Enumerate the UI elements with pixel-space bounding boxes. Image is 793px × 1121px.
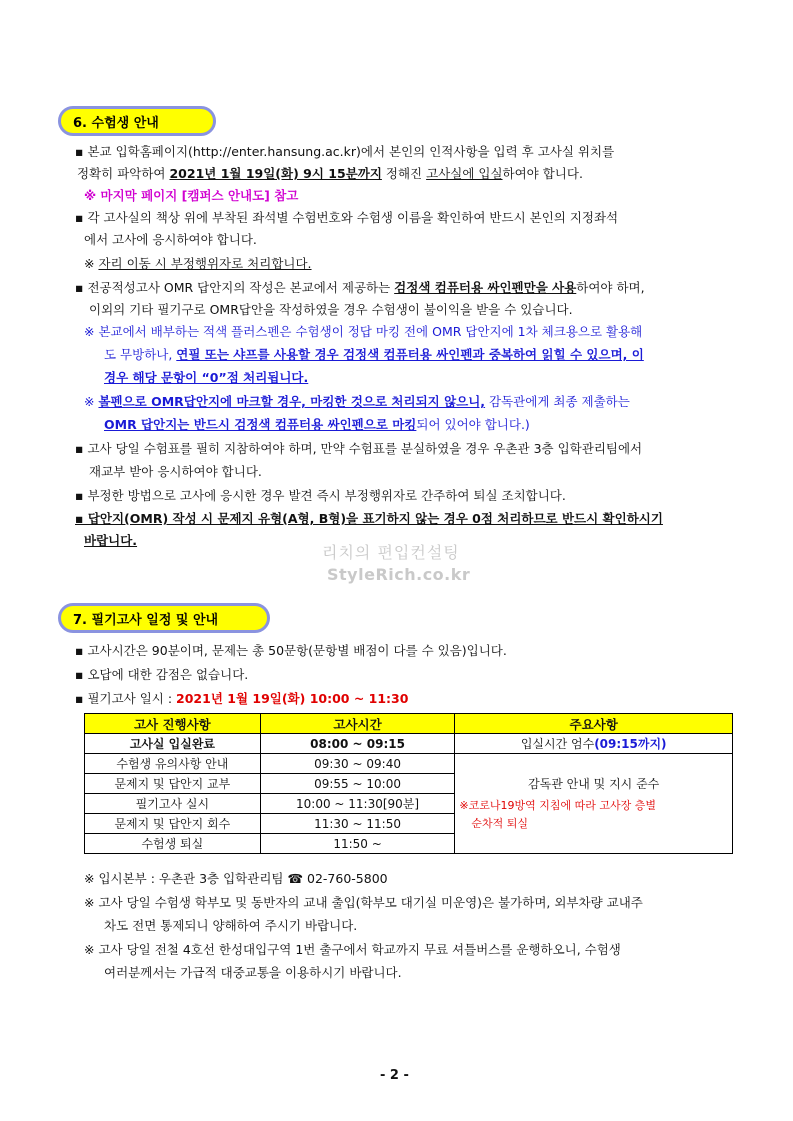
section-6-heading: 6. 수험생 안내	[58, 106, 216, 136]
table-cell-time: 09:55 ~ 10:00	[260, 774, 455, 794]
s6-line-10	[104, 347, 644, 363]
table-cell-item: 수험생 유의사항 안내	[85, 754, 261, 774]
table-cell-time: 11:30 ~ 11:50	[260, 814, 455, 834]
table-cell-note-merged	[455, 754, 733, 854]
s6-seat-warning: 자리 이동 시 부정행위자로 처리합니다.	[98, 256, 312, 271]
table-note-entry: 입실시간 엄수	[520, 737, 595, 751]
s6-line-13	[104, 417, 530, 433]
table-cell-item: 문제지 및 답안지 회수	[85, 814, 261, 834]
s7-admissions-office: ※ 입시본부 : 우촌관 3층 입학관리팀	[84, 871, 288, 886]
s6-line-17: ▪ 답안지(OMR) 작성 시 문제지 유형(A형, B형)을 표기하지 않는 경우 0점 처리하므로 반드시 확인하시기	[75, 511, 663, 526]
s6-ballpoint-warning: 볼펜으로 OMR답안지에 마크할 경우, 마킹한 것으로 처리되지 않으니,	[98, 394, 486, 409]
s6-line-2-a: 정확히 파악하여	[77, 166, 170, 181]
s6-exam-deadline: 2021년 1월 19일(화) 9시 15분까지	[169, 166, 382, 181]
section-7-heading: 7. 필기고사 일정 및 안내	[58, 603, 270, 633]
table-note-covid-2: 순차적 퇴실	[471, 816, 529, 830]
s6-line-8: 이외의 기타 필기구로 OMR답안을 작성하였을 경우 수험생이 불이익을 받을 수 있습니다.	[89, 302, 573, 317]
schedule-table	[84, 713, 733, 854]
s7-note-5: 여러분께서는 가급적 대중교통을 이용하시기 바랍니다.	[104, 965, 402, 980]
s6-line-11: 경우 해당 문항이 “0”점 처리됩니다.	[104, 370, 309, 385]
s6-line-12-mark: ※	[84, 394, 99, 409]
table-cell-time: 10:00 ~ 11:30[90분]	[260, 794, 455, 814]
s6-pencil-warning: 연필 또는 샤프를 사용할 경우 검정색 컴퓨터용 싸인펜과 중복하여 읽힐 수 있으며, 이	[176, 347, 644, 362]
table-header-item: 고사 진행사항	[85, 714, 261, 734]
table-header-time: 고사시간	[260, 714, 455, 734]
s6-line-7-c: 하여야 하며,	[576, 280, 645, 295]
table-cell-item: 문제지 및 답안지 교부	[85, 774, 261, 794]
s6-line-2-e: 하여야 합니다.	[502, 166, 583, 181]
table-cell-time: 11:50 ~	[260, 834, 455, 854]
s6-line-14: ▪ 고사 당일 수험표를 필히 지참하여야 하며, 만약 수험표를 분실하였을 경우 우촌관 3층 입학관리팀에서	[75, 441, 643, 456]
table-cell-time: 08:00 ~ 09:15	[260, 734, 455, 754]
s6-line-16: ▪ 부정한 방법으로 고사에 응시한 경우 발견 즉시 부정행위자로 간주하여 퇴실 조치합니다.	[75, 488, 566, 503]
table-cell-note	[455, 734, 733, 754]
s6-line-6	[84, 256, 312, 272]
table-cell-item: 고사실 입실완료	[85, 734, 261, 754]
s7-line-2: ▪ 오답에 대한 감점은 없습니다.	[75, 667, 249, 682]
s6-line-6-mark: ※	[84, 256, 99, 271]
s7-phone-number: ☎ 02-760-5800	[287, 871, 388, 886]
s7-note-1	[84, 871, 388, 887]
table-header-notes: 주요사항	[455, 714, 733, 734]
s6-line-7	[75, 280, 645, 296]
s7-note-3: 차도 전면 통제되니 양해하여 주시기 바랍니다.	[104, 918, 358, 933]
s6-line-5: 에서 고사에 응시하여야 합니다.	[84, 232, 257, 247]
table-row	[85, 754, 733, 774]
s6-line-10-a: 도 무방하나,	[104, 347, 177, 362]
s6-line-4: ▪ 각 고사실의 책상 위에 부착된 좌석별 수험번호와 수험생 이름을 확인하여 반드시 본인의 지정좌석	[75, 210, 619, 225]
s6-line-15: 재교부 받아 응시하여야 합니다.	[89, 464, 262, 479]
table-cell-item: 수험생 퇴실	[85, 834, 261, 854]
s6-line-7-a: ▪ 전공적성고사 OMR 답안지의 작성은 본교에서 제공하는	[75, 280, 395, 295]
s6-line-2-c: 정해진	[381, 166, 427, 181]
s7-exam-date: 2021년 1월 19일(화) 10:00 ~ 11:30	[176, 691, 409, 706]
page-number: - 2 -	[380, 1068, 409, 1083]
s6-line-9: ※ 본교에서 배부하는 적색 플러스펜은 수험생이 정답 마킹 전에 OMR 답안지에 1차 체크용으로 활용해	[84, 324, 643, 339]
s6-campus-map-note: ※ 마지막 페이지 [캠퍼스 안내도] 참고	[84, 188, 299, 203]
s7-exam-date-label: ▪ 필기고사 일시 :	[75, 691, 177, 706]
s7-note-4: ※ 고사 당일 전철 4호선 한성대입구역 1번 출구에서 학교까지 무료 셔틀버스를 운행하오니, 수험생	[84, 942, 621, 957]
table-header-row	[85, 714, 733, 734]
s6-line-1: ▪ 본교 입학홈페이지(http://enter.hansung.ac.kr)에서 본인의 인적사항을 입력 후 고사실 위치를	[75, 144, 615, 159]
table-cell-item: 필기고사 실시	[85, 794, 261, 814]
watermark-url: StyleRich.co.kr	[327, 565, 471, 584]
s7-line-3	[75, 691, 408, 707]
s7-line-1: ▪ 고사시간은 90분이며, 문제는 총 50문항(문항별 배점이 다를 수 있음)입니다.	[75, 643, 507, 658]
s6-line-12	[84, 394, 630, 410]
s6-pen-requirement: 검정색 컴퓨터용 싸인펜만을 사용	[394, 280, 577, 295]
s6-omr-marking: OMR 답안지는 반드시 검정색 컴퓨터용 싸인펜으로 마킹	[104, 417, 417, 432]
table-note-main: 감독관 안내 및 지시 준수	[528, 776, 660, 791]
table-row	[85, 734, 733, 754]
s6-line-13-b: 되어 있어야 합니다.)	[416, 417, 530, 432]
table-cell-time: 09:30 ~ 09:40	[260, 754, 455, 774]
table-note-entry-time: (09:15까지)	[594, 737, 667, 751]
s6-line-2	[77, 166, 583, 182]
s7-note-2: ※ 고사 당일 수험생 학부모 및 동반자의 교내 출입(학부모 대기실 미운영)은 불가하며, 외부차량 교내주	[84, 895, 643, 910]
s6-line-2-d: 고사실에 입실	[426, 166, 503, 181]
s6-line-12-c: 감독관에게 최종 제출하는	[485, 394, 630, 409]
table-note-covid-1: ※코로나19방역 지침에 따라 고사장 층별	[459, 798, 656, 812]
s6-line-18: 바랍니다.	[84, 533, 138, 548]
watermark-text: 리치의 편입컨설팅	[322, 543, 460, 562]
